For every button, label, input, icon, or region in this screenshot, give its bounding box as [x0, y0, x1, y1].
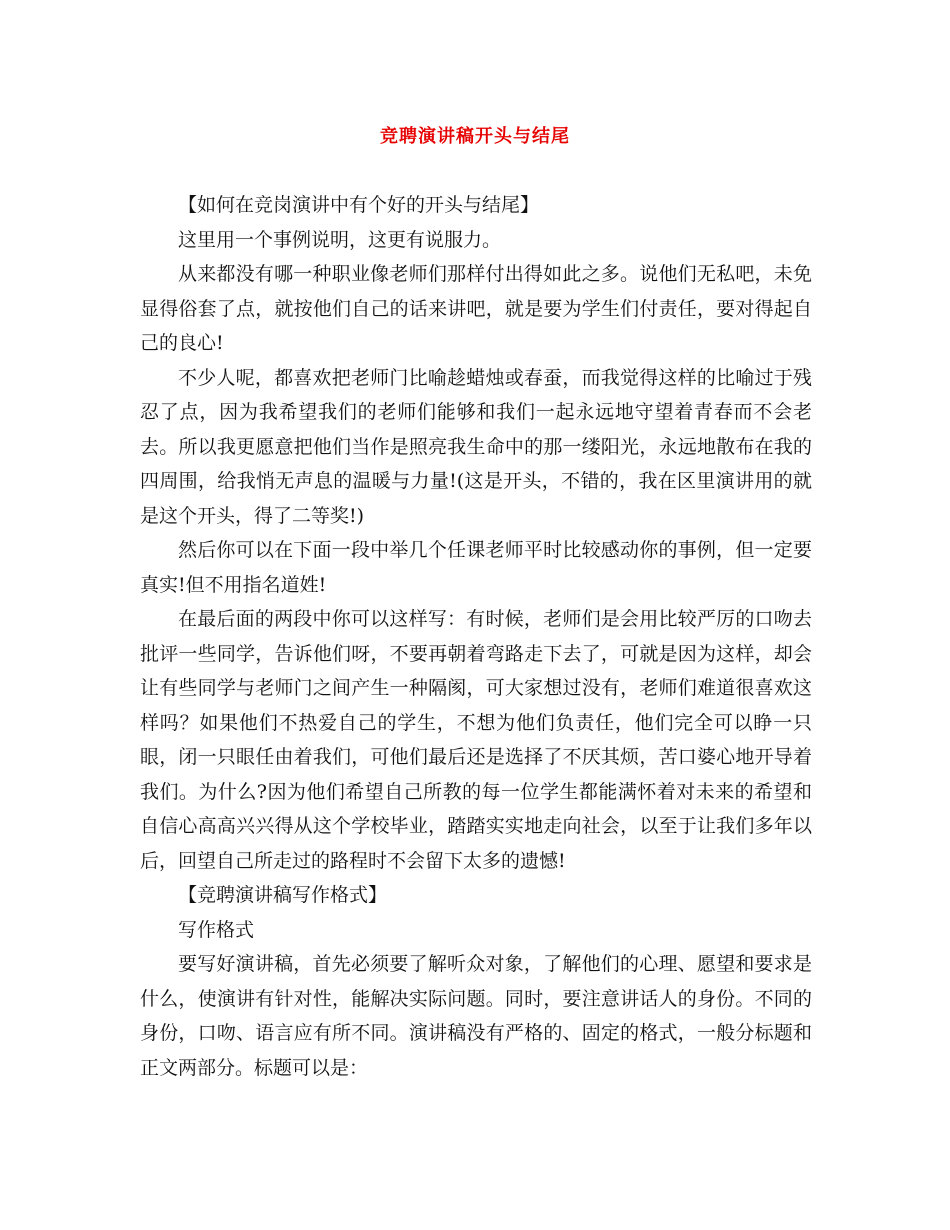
body-paragraph: 从来都没有哪一种职业像老师们那样付出得如此之多。说他们无私吧，未免显得俗套了点，就按他们自己的话来讲吧，就是要为学生们付责任，要对得起自己的良心! [140, 263, 812, 354]
body-paragraph: 然后你可以在下面一段中举几个任课老师平时比较感动你的事例，但一定要真实!但不用指名道姓! [140, 539, 812, 596]
body-paragraph: 这里用一个事例说明，这更有说服力。 [178, 228, 502, 251]
body-paragraph: 不少人呢，都喜欢把老师门比喻趁蜡烛或春蚕，而我觉得这样的比喻过于残忍了点，因为我希望我们的老师们能够和我们一起永远地守望着青春而不会老去。所以我更愿意把他们当作是照亮我生命中的那一缕阳光，永远地散布在我的四周围，给我悄无声息的温暖与力量!(这是开头，不错的，我在区里演讲用的就是这个开头，得了二等奖!) [140, 366, 812, 527]
body-paragraph: 要写好演讲稿，首先必须要了解听众对象，了解他们的心理、愿望和要求是什么，使演讲有针对性，能解决实际问题。同时，要注意讲话人的身份。不同的身份，口吻、语言应有所不同。演讲稿没有严格的、固定的格式，一般分标题和正文两部分。标题可以是： [140, 953, 812, 1079]
section-heading-opening-ending: 【如何在竞岗演讲中有个好的开头与结尾】 [178, 194, 540, 216]
document-title: 竞聘演讲稿开头与结尾 [380, 126, 570, 147]
document-body [140, 188, 812, 1085]
section-heading-writing-format: 【竞聘演讲稿写作格式】 [178, 884, 388, 906]
body-paragraph: 在最后面的两段中你可以这样写：有时候，老师们是会用比较严厉的口吻去批评一些同学，告诉他们呀，不要再朝着弯路走下去了，可就是因为这样，却会让有些同学与老师门之间产生一种隔阂，可大家想过没有，老师们难道很喜欢这样吗？如果他们不热爱自己的学生，不想为他们负责任，他们完全可以睁一只眼，闭一只眼任由着我们，可他们最后还是选择了不厌其烦，苦口婆心地开导着我们。为什么?因为他们希望自己所教的每一位学生都能满怀着对未来的希望和自信心高高兴兴得从这个学校毕业，踏踏实实地走向社会，以至于让我们多年以后，回望自己所走过的路程时不会留下太多的遗憾! [140, 608, 812, 872]
body-paragraph: 写作格式 [178, 918, 255, 941]
